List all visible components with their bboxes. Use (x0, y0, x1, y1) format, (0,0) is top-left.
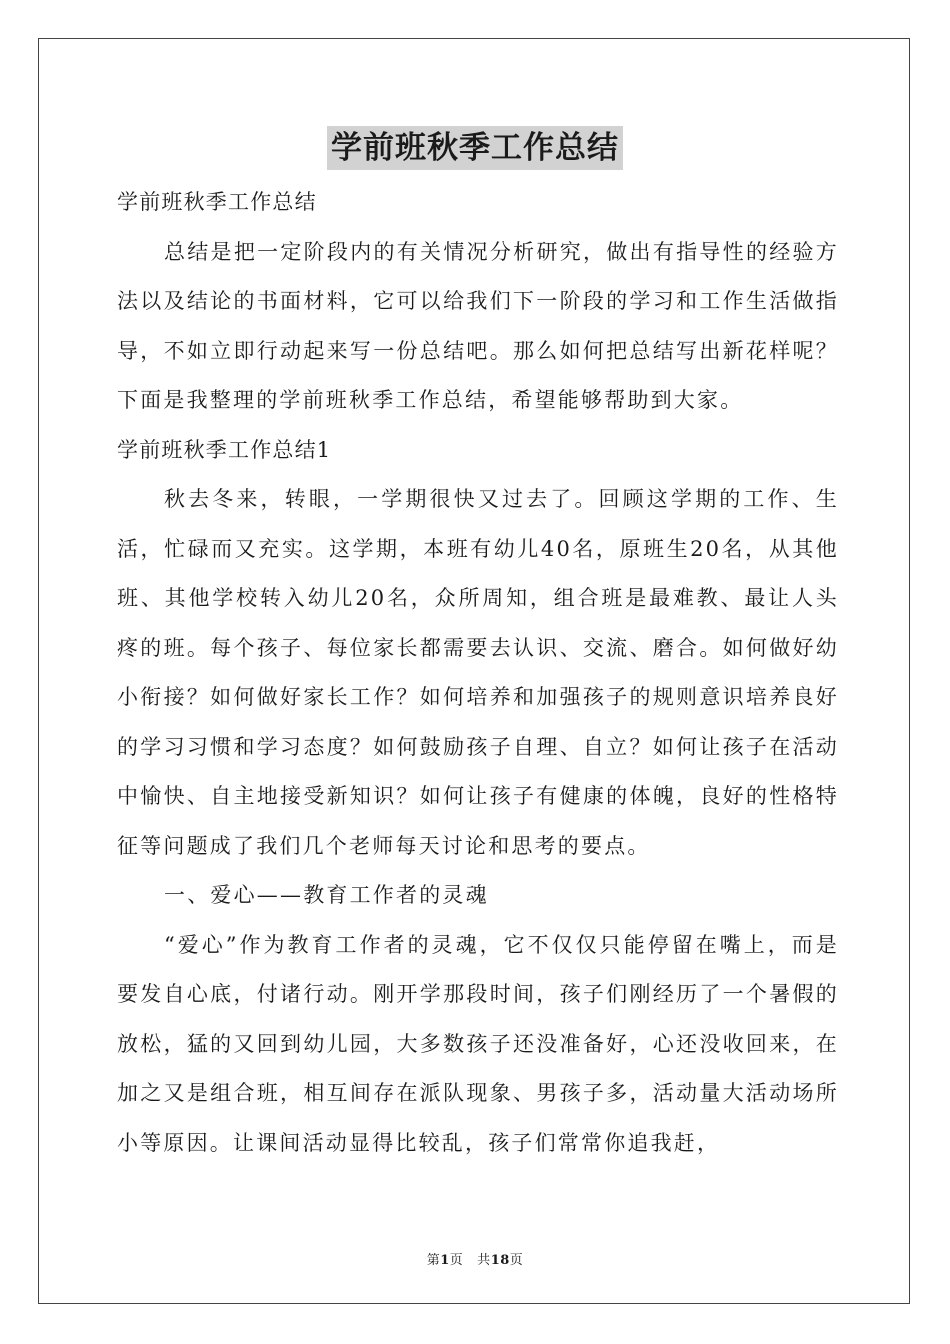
footer-total-prefix: 共 (477, 1253, 491, 1268)
document-subtitle: 学前班秋季工作总结 (117, 190, 317, 214)
footer-total-suffix: 页 (509, 1253, 524, 1268)
footer-page-total: 18 (490, 1253, 510, 1268)
body-paragraph: “爱心”作为教育工作者的灵魂，它不仅仅只能停留在嘴上，而是要发自心底，付诸行动。刚开学那段时间，孩子们刚经历了一个暑假的放松，猛的又回到幼儿园，大多数孩子还没准备好，心还没收回来，在加之又是组合班，相互间存在派队现象、男孩子多，活动量大活动场所小等原因。让课间活动显得比较乱，孩子们常常你追我赶， (117, 932, 839, 1155)
section-title: 学前班秋季工作总结1 (117, 437, 332, 462)
heading: 一、爱心——教育工作者的灵魂 (164, 883, 489, 907)
document-body (117, 178, 839, 1168)
body-paragraph: 秋去冬来，转眼，一学期很快又过去了。回顾这学期的工作、生活，忙碌而又充实。这学期，本班有幼儿40名，原班生20名，从其他班、其他学校转入幼儿20名，众所周知，组合班是最难教、最让人头疼的班。每个孩子、每位家长都需要去认识、交流、磨合。如何做好幼小衔接？如何做好家长工作？如何培养和加强孩子的规则意识培养良好的学习习惯和学习态度？如何鼓励孩子自理、自立？如何让孩子在活动中愉快、自主地接受新知识？如何让孩子有健康的体魄，良好的性格特征等问题成了我们几个老师每天讨论和思考的要点。 (117, 487, 839, 858)
intro-paragraph: 总结是把一定阶段内的有关情况分析研究，做出有指导性的经验方法以及结论的书面材料，它可以给我们下一阶段的学习和工作生活做指导，不如立即行动起来写一份总结吧。那么如何把总结写出新花样呢？下面是我整理的学前班秋季工作总结，希望能够帮助到大家。 (117, 239, 839, 412)
footer-page-suffix: 页 (449, 1253, 464, 1268)
document-title: 学前班秋季工作总结 (327, 126, 623, 170)
title-container (0, 126, 950, 170)
footer-page-prefix: 第 (426, 1253, 441, 1268)
page-footer (0, 1249, 950, 1268)
footer-page-current: 1 (440, 1253, 450, 1268)
